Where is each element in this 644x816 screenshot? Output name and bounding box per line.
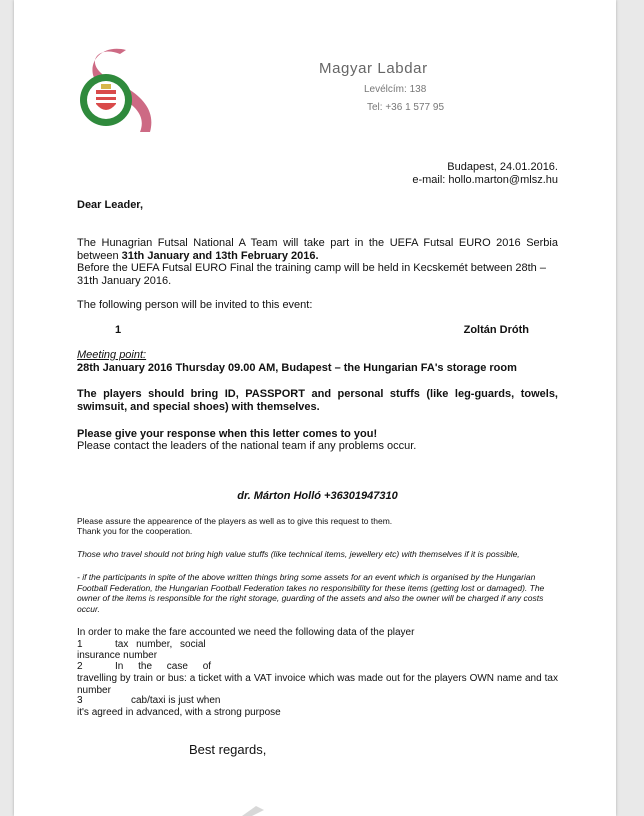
person-name: Zoltán Dróth <box>463 324 529 336</box>
intro-paragraph <box>77 237 558 262</box>
disclaimer-line1: Those who travel should not bring high value stuffs (like technical items, jewellery etc) with themselves if it is possible, <box>77 549 520 559</box>
letter-email: e-mail: hollo.marton@mlsz.hu <box>412 174 558 186</box>
letter-page <box>14 0 616 816</box>
training-camp-text: Before the UEFA Futsal EURO Final the training camp will be held in Kecskemét between 28th – 31th January 2016. <box>77 262 546 287</box>
fare-item-2-cont: travelling by train or bus: a ticket with a VAT invoice which was made out for the players OWN name and tax number <box>77 673 558 696</box>
fare-item-3-text: cab/taxi is just when <box>131 695 221 706</box>
meeting-value: 28th January 2016 Thursday 09.00 AM, Budapest – the Hungarian FA's storage room <box>77 362 517 374</box>
invite-line: The following person will be invited to this event: <box>77 299 313 311</box>
closing-regards: Best regards, <box>189 742 267 757</box>
thank-you-line: Thank you for the cooperation. <box>77 526 193 536</box>
intro-text: The Hunagrian Futsal National A Team will take part in the UEFA Futsal EURO 2016 Serbia between <box>77 237 558 262</box>
fare-item-1-cont: insurance number <box>77 650 158 661</box>
mlsz-logo-icon <box>76 40 162 134</box>
letter-date: Budapest, 24.01.2016. <box>447 161 558 173</box>
org-address: Levélcím: 138 <box>364 84 427 95</box>
contact-leaders-text: Please contact the leaders of the national team if any problems occur. <box>77 440 417 452</box>
contact-person: dr. Márton Holló +36301947310 <box>237 490 398 502</box>
salutation: Dear Leader, <box>77 199 144 211</box>
watermark-fragment-icon <box>238 806 268 816</box>
response-request: Please give your response when this letter comes to you! <box>77 428 378 440</box>
person-number: 1 <box>115 324 122 336</box>
fare-item-3-cont: it's agreed in advanced, with a strong purpose <box>77 707 281 718</box>
fare-item-3-num: 3 <box>77 695 83 706</box>
fare-item-1-text: tax number, social <box>115 639 206 650</box>
meeting-label: Meeting point: <box>77 349 147 361</box>
fare-intro: In order to make the fare accounted we need the following data of the player <box>77 627 415 638</box>
fare-item-2-num: 2 <box>77 661 83 672</box>
bring-items-text: The players should bring ID, PASSPORT and personal stuffs (like leg-guards, towels, swimsuit, and special shoes) with themselves. <box>77 388 558 413</box>
assure-line: Please assure the appearence of the players as well as to give this request to them. <box>77 516 393 526</box>
org-name: Magyar Labdar <box>319 60 428 77</box>
fare-item-1-num: 1 <box>77 639 83 650</box>
fare-item-2-text: In the case of <box>115 661 212 672</box>
intro-dates: 31th January and 13th February 2016. <box>121 249 319 262</box>
disclaimer-line2: - if the participants in spite of the above written things bring some assets for an event which is organised by the Hungarian Football Federation, the Hungarian Football Federation takes no responsibility for these items (getting lost or damaged). The owner of the items is responsible for the right storage, guarding of the assets and also the owner will be charged if any costs occur. <box>77 572 545 614</box>
org-phone: Tel: +36 1 577 95 <box>367 102 445 113</box>
